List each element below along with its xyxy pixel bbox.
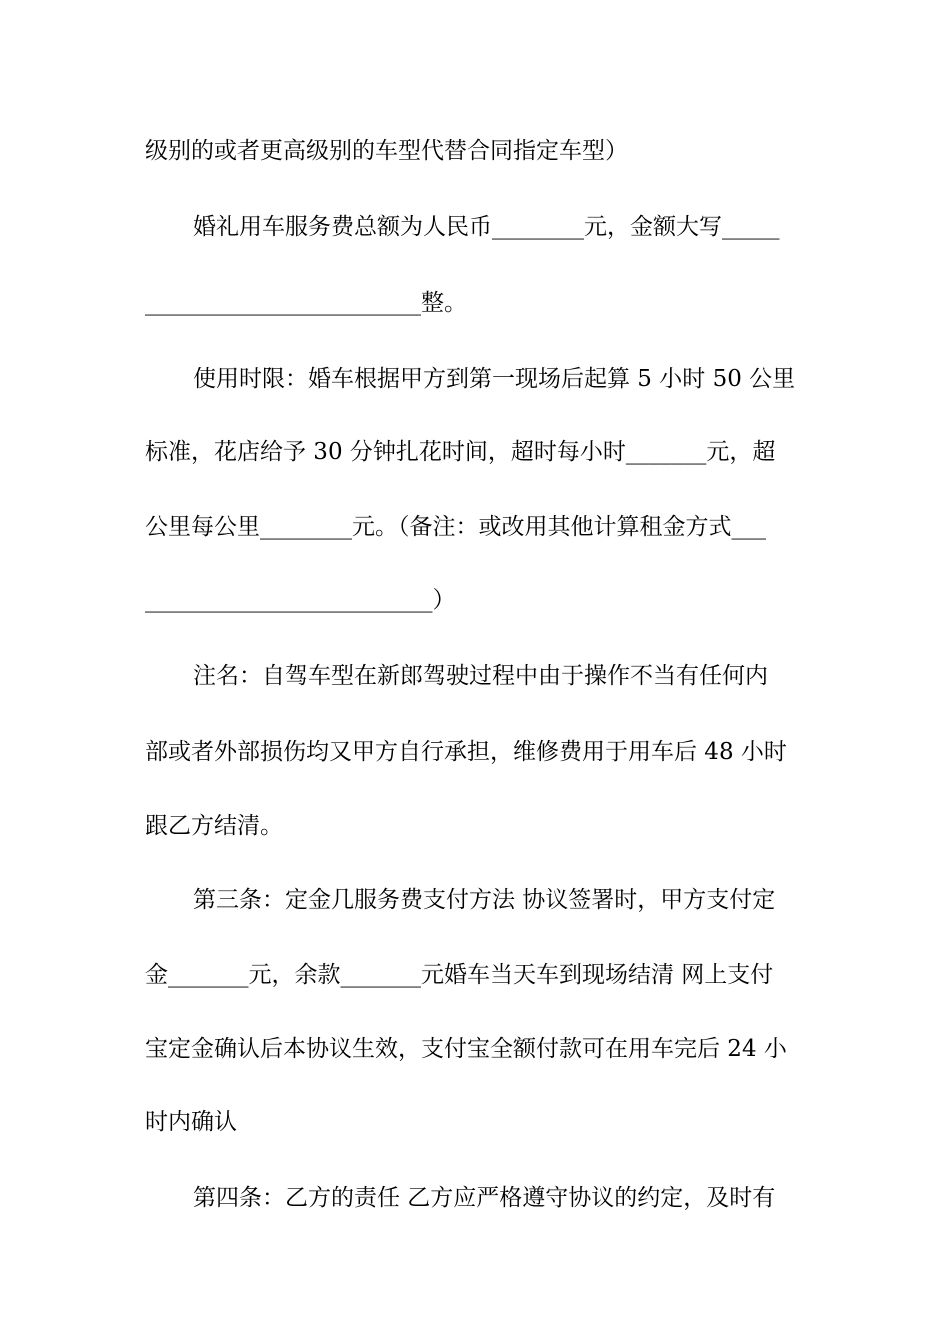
text-line-11: 第三条：定金几服务费支付方法 协议签署时，甲方支付定: [193, 887, 776, 913]
text-line-9: 部或者外部损伤均又甲方自行承担，维修费用于用车后 48 小时: [145, 739, 787, 765]
text-line-4: 使用时限：婚车根据甲方到第一现场后起算 5 小时 50 公里: [193, 366, 796, 392]
text-line-12: 金_______元，余款_______元婚车当天车到现场结清 网上支付: [145, 962, 774, 988]
text-line-5: 标准，花店给予 30 分钟扎花时间，超时每小时_______元，超: [145, 439, 776, 465]
text-line-2: 婚礼用车服务费总额为人民币________元，金额大写_____: [193, 214, 780, 240]
text-line-15: 第四条：乙方的责任 乙方应严格遵守协议的约定，及时有: [193, 1185, 776, 1211]
text-line-14: 时内确认: [145, 1109, 237, 1135]
text-line-13: 宝定金确认后本协议生效，支付宝全额付款可在用车完后 24 小: [145, 1036, 787, 1062]
text-line-8: 注名：自驾车型在新郎驾驶过程中由于操作不当有任何内: [193, 663, 768, 689]
text-line-6: 公里每公里________元。（备注：或改用其他计算租金方式___: [145, 514, 766, 540]
text-line-7: _________________________）: [145, 587, 456, 613]
text-line-10: 跟乙方结清。: [145, 813, 283, 839]
text-line-1: 级别的或者更高级别的车型代替合同指定车型）: [145, 138, 628, 164]
text-line-3: ________________________整。: [145, 290, 467, 316]
